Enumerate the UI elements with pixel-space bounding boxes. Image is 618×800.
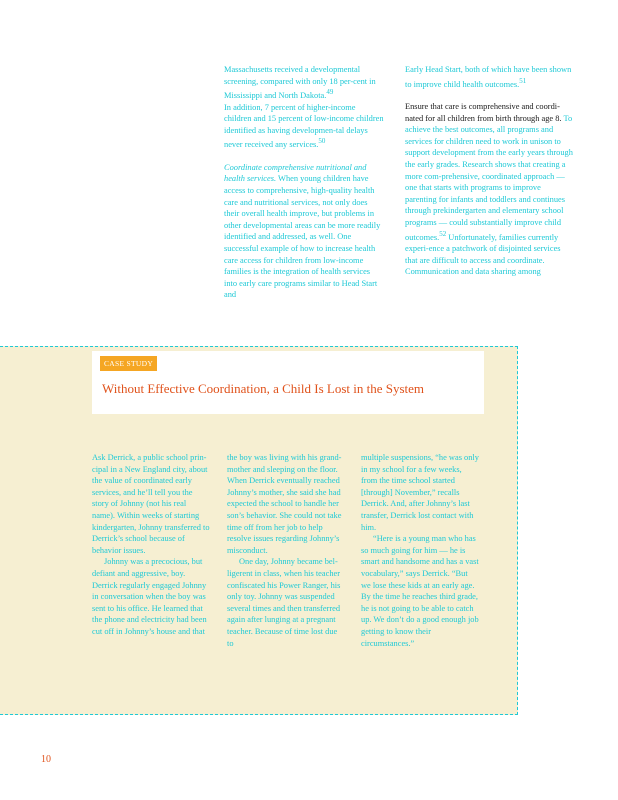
paragraph: “Here is a young man who has so much going for him — he is smart and handsome and has a vast vocabulary,” says Derrick. “But we lose these kids at an early age. By the time he reaches third grade, he is not going to be able to catch up. We don’t do a good enough job getting to know their circumstances.”: [361, 534, 479, 648]
paragraph: the boy was living with his grand-mother and sleeping on the floor. When Derrick eventually reached Johnny’s mother, she said she had expected the school to handle her son’s behavior. She could not take time off from her job to help resolve issues regarding Johnny’s misconduct.: [227, 453, 342, 555]
paragraph: Early Head Start, both of which have been shown to improve child health outcomes.$^{51}$: [405, 65, 572, 89]
paragraph: Johnny was a precocious, but defiant and aggressive, boy. Derrick regularly engaged Johnny in conversation when the boy was sent to his office. He learned that the phone and electricity had been cut off in Johnny’s house and that: [92, 557, 207, 636]
footnote-ref[interactable]: 52: [439, 229, 447, 238]
paragraph: Coordinate comprehensive nutritional and health services. When young children have access to comprehensive, high-quality health care and nutritional services, not only does their overall health improve, but problems in other developmental areas can be more readily identified and addressed, as well. One successful example of how to increase health care access for children from low-income families is the integration of health services into early care programs similar to Head Start and: [224, 162, 381, 300]
paragraph: Ensure that care is comprehensive and coordi-nated for all children from birth through age 8. To achieve the best outcomes, all programs and services for children need to work in unison to support development from the early years through the early grades. Research shows that creating a more com-prehensive, coordinated approach — one that starts with programs to improve parenting for infants and toddlers and continues through prekindergarten and elementary school programs — could substantially improve child outcomes.$^{52}$ Unfortunately, families currently experi-ence a patchwork of disjointed services that are difficult to access and coordinate. Communication and data sharing among: [405, 101, 573, 277]
case-study-column-3: [361, 452, 479, 649]
footnote-ref[interactable]: 49: [326, 88, 334, 97]
case-study-column-2: [227, 452, 345, 649]
page-number: 10: [41, 754, 51, 765]
paragraph: Massachusetts received a developmental screening, compared with only 18 per-cent in Mississippi and North Dakota.$^{49}$: [224, 65, 376, 100]
paragraph: Ask Derrick, a public school prin-cipal in a New England city, about the value of coordinated early services, and he’ll tell you the story of Johnny (not his real name). Within weeks of starting kindergarten, Johnny transferred to Derrick’s school because of behavior issues.: [92, 453, 210, 555]
body-column-right: [405, 64, 573, 278]
case-study-tag: CASE STUDY: [100, 356, 157, 371]
case-study-column-1: [92, 452, 210, 638]
paragraph: multiple suspensions, “he was only in my school for a few weeks, from the time school started [through] November,” recalls Derrick. And, after Johnny’s last transfer, Derrick lost contact with him.: [361, 453, 479, 532]
paragraph: In addition, 7 percent of higher-income children and 15 percent of low-income children identified as having developmen-tal delays never received any services.$^{50}$: [224, 102, 384, 150]
footnote-ref[interactable]: 50: [318, 137, 326, 146]
paragraph: One day, Johnny became bel-ligerent in class, when his teacher confiscated his Power Ranger, his only toy. Johnny was suspended several times and then transferred again after lunging at a pregnant teacher. Because of time lost due to: [227, 557, 341, 648]
footnote-ref[interactable]: 51: [519, 76, 527, 85]
body-column-middle: [224, 64, 384, 301]
paragraph-heading: Ensure that care is comprehensive and coordi-nated for all children from birth through age 8.: [405, 101, 562, 123]
paragraph-lead: Coordinate comprehensive nutritional and health services.: [224, 162, 367, 184]
case-study-title: Without Effective Coordination, a Child Is Lost in the System: [102, 381, 425, 396]
